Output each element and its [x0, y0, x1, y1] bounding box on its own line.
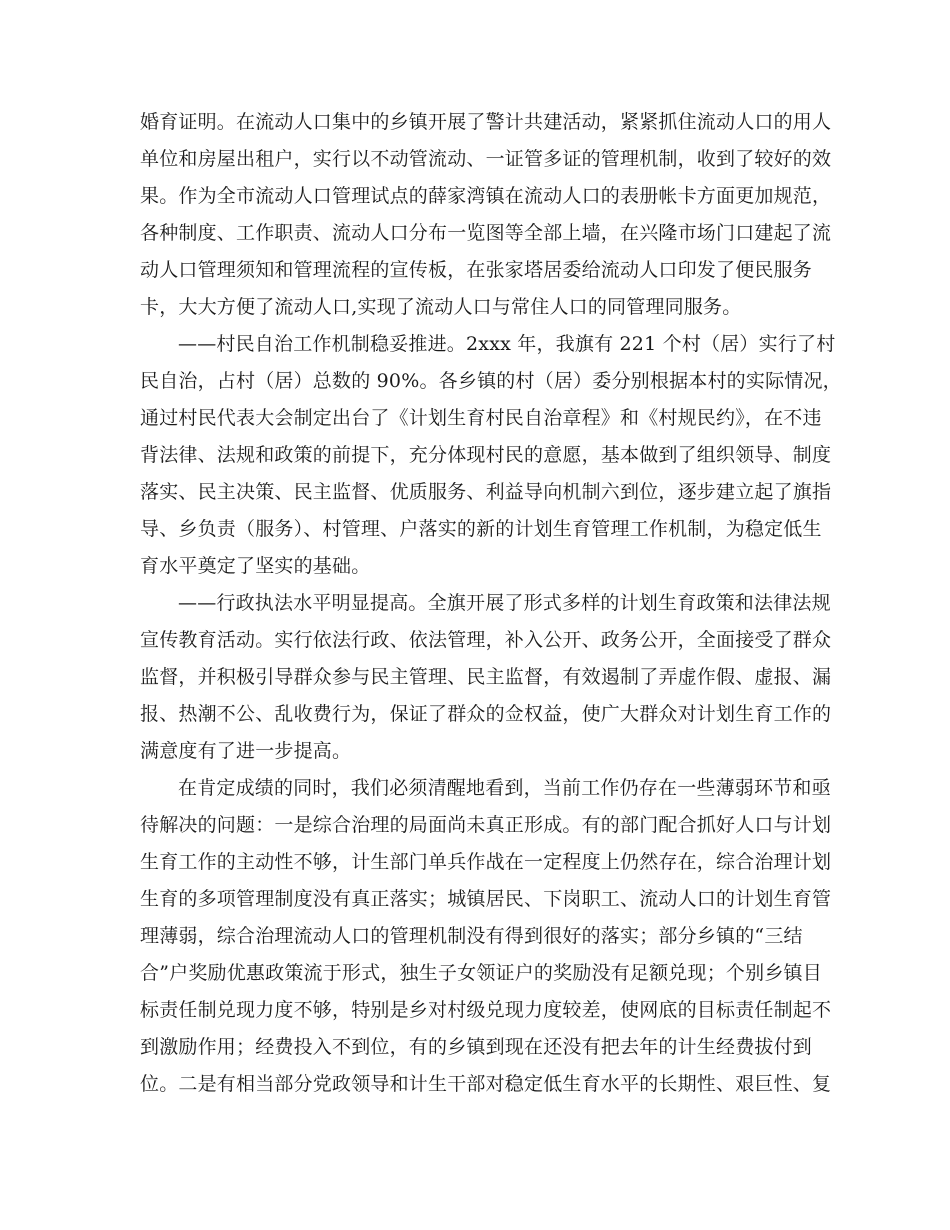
- text-line: 单位和房屋出租户，实行以不动管流动、一证管多证的管理机制，收到了较好的效: [140, 148, 832, 170]
- document-body: [140, 104, 842, 1103]
- text-line: 到激励作用；经费投入不到位，有的乡镇到现在还没有把去年的计生经费拔付到: [140, 1036, 813, 1058]
- text-line: 待解决的问题：一是综合治理的局面尚未真正形成。有的部门配合抓好人口与计划: [140, 814, 832, 836]
- text-line: 满意度有了进一步提高。: [140, 740, 352, 762]
- text-line: 导、乡负责（服务）、村管理、户落实的新的计划生育管理工作机制，为稳定低生: [140, 518, 822, 540]
- text-line: 动人口管理须知和管理流程的宣传板，在张家塔居委给流动人口印发了便民服务: [140, 259, 813, 281]
- text-line: 育水平奠定了坚实的基础。: [140, 555, 371, 577]
- text-line: 民自治，占村（居）总数的 90%。各乡镇的村（居）委分别根据本村的实际情况，: [140, 370, 842, 392]
- text-line: 在肯定成绩的同时，我们必须清醒地看到，当前工作仍存在一些薄弱环节和亟: [178, 777, 831, 799]
- text-line: 生育的多项管理制度没有真正落实；城镇居民、下岗职工、流动人口的计划生育管: [140, 888, 832, 910]
- text-line: 生育工作的主动性不够，计生部门单兵作战在一定程度上仍然存在，综合治理计划: [140, 851, 832, 873]
- text-line: 通过村民代表大会制定出台了《计划生育村民自治章程》和《村规民约》，在不违: [140, 407, 822, 429]
- text-line: 报、热潮不公、乱收费行为，保证了群众的佥权益，使广大群众对计划生育工作的: [140, 703, 832, 725]
- text-line: 落实、民主决策、民主监督、优质服务、利益导向机制六到位，逐步建立起了旗指: [140, 481, 832, 503]
- text-line: 合”户奖励优惠政策流于形式，独生子女领证户的奖励没有足额兑现；个别乡镇目: [140, 962, 822, 984]
- text-line: ——行政执法水平明显提高。全旗开展了形式多样的计划生育政策和法律法规: [178, 592, 831, 614]
- text-line: 婚育证明。在流动人口集中的乡镇开展了警计共建活动，紧紧抓住流动人口的用人: [140, 111, 832, 133]
- text-line: 宣传教育活动。实行依法行政、依法管理，补入公开、政务公开，全面接受了群众: [140, 629, 832, 651]
- text-line: ——村民自治工作机制稳妥推进。2xxx 年，我旗有 221 个村（居）实行了村: [178, 333, 836, 355]
- text-line: 理薄弱，综合治理流动人口的管理机制没有得到很好的落实；部分乡镇的“三结: [140, 925, 803, 947]
- text-line: 位。二是有相当部分党政领导和计生干部对稳定低生育水平的长期性、艰巨性、复: [140, 1073, 832, 1095]
- text-line: 背法律、法规和政策的前提下，充分体现村民的意愿，基本做到了组织领导、制度: [140, 444, 832, 466]
- text-line: 卡，大大方便了流动人口,实现了流动人口与常住人口的同管理同服务。: [140, 296, 742, 318]
- text-line: 监督，并积极引导群众参与民主管理、民主监督，有效遏制了弄虚作假、虚报、漏: [140, 666, 832, 688]
- text-line: 果。作为全市流动人口管理试点的薛家湾镇在流动人口的表册帐卡方面更加规范，: [140, 185, 832, 207]
- paragraph-village-self-governance: [140, 326, 842, 585]
- paragraph-administrative-law: [140, 585, 832, 770]
- paragraph-problems: [140, 770, 832, 1103]
- text-line: 标责任制兑现力度不够，特别是乡对村级兑现力度较差，使网底的目标责任制起不: [140, 999, 832, 1021]
- text-line: 各种制度、工作职责、流动人口分布一览图等全部上墙，在兴隆市场门口建起了流: [140, 222, 832, 244]
- paragraph-floating-population: [140, 104, 832, 326]
